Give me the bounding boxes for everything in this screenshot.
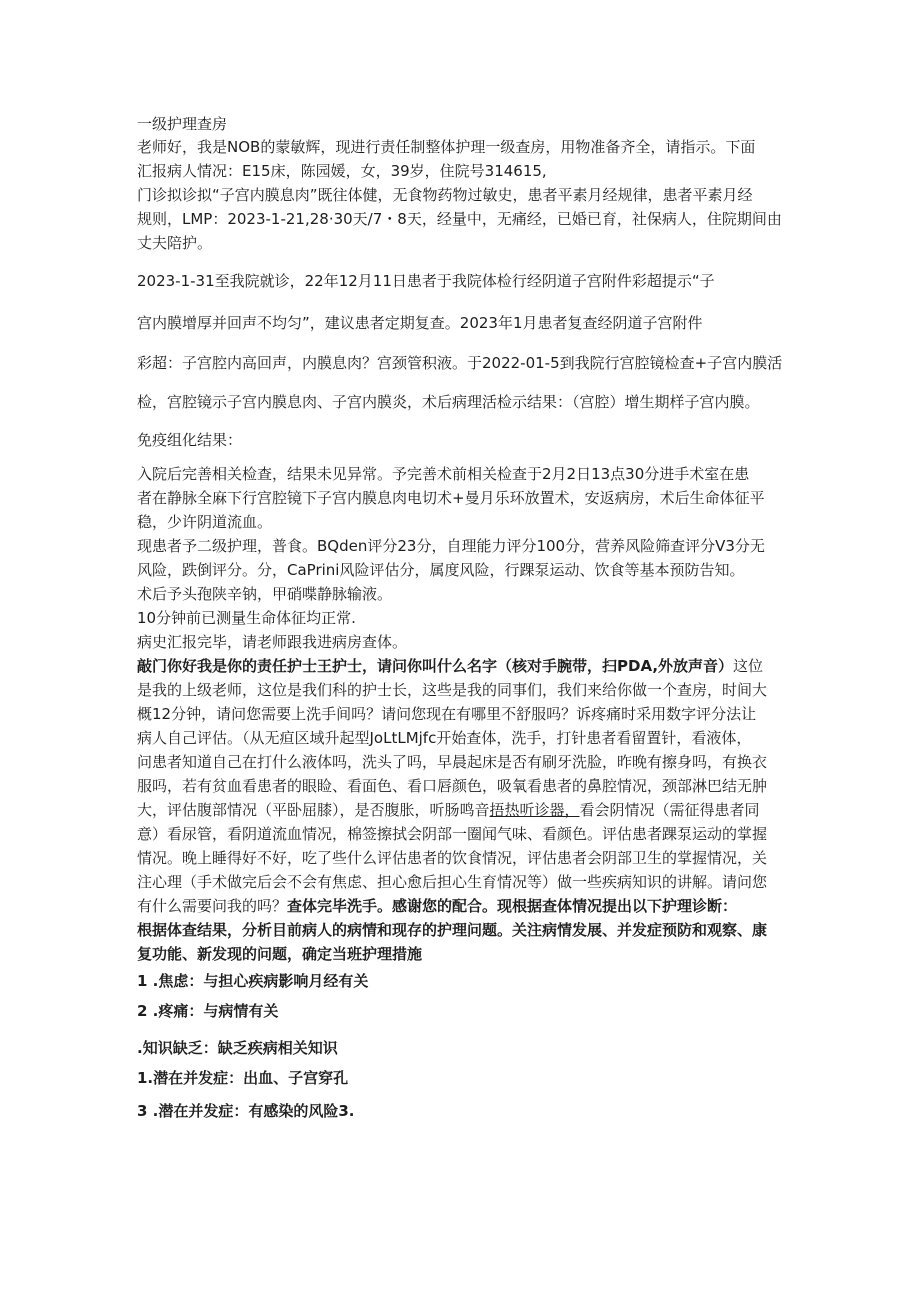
paragraph-line: 规则，LMP：2023-1-21,28·30天/7・8天，经量中，无痛经，已婚已育，社保病人，住院期间由: [137, 210, 782, 228]
paragraph-line: 门诊拟诊拟“子宫内膜息肉”既往体健，无食物药物过敏史，患者平素月经规律，患者平素月经: [137, 186, 753, 204]
diagnosis-item: 3 .潜在并发症：有感染的风险3.: [137, 1102, 355, 1120]
paragraph-line: 概12分钟，请问您需要上洗手间吗？请问您现在有哪里不舒服吗？诉疼痛时采用数字评分法让: [137, 705, 757, 723]
paragraph-line: 病人自己评估。（从无疸区域升起型JoLtLMjfc开始查体，洗手，打针患者看留置针，看液体，: [137, 729, 752, 747]
section-heading: 免疫组化结果：: [137, 431, 243, 449]
paragraph-line: 2023-1-31至我院就诊，22年12月11日患者于我院体检行经阴道子宫附件彩超提示“子: [137, 272, 715, 290]
diagnosis-item: .知识缺乏：缺乏疾病相关知识: [137, 1039, 338, 1057]
paragraph-line: 稳，少许阴道流血。: [137, 513, 273, 531]
paragraph-line: 彩超：子宫腔内高回声，内膜息肉？宫颈管积液。于2022-01-5到我院行宫腔镜检查+子宫内膜活: [137, 354, 783, 372]
paragraph-line: 复功能、新发现的问题，确定当班护理措施: [137, 945, 423, 963]
paragraph-line: 宫内膜增厚并回声不均匀”，建议患者定期复查。2023年1月患者复查经阴道子宫附件: [137, 314, 703, 332]
paragraph-line: 术后予头孢陕辛钠，甲硝喋静脉输液。: [137, 585, 393, 603]
underlined-text: 捂热听诊器，: [489, 801, 580, 819]
paragraph-line: 入院后完善相关检查，结果未见异常。予完善术前相关检查于2月2日13点30分进手术室在患: [137, 465, 750, 483]
paragraph-line: 汇报病人情况：E15床，陈园媛，女，39岁，住院号314615,: [137, 162, 547, 180]
inline-text: 大，评估腹部情况（平卧屈膝），是否腹胀，听肠鸣音: [137, 801, 490, 819]
paragraph-line: 根据体查结果，分析目前病人的病情和现存的护理问题。关注病情发展、并发症预防和观察、康: [137, 921, 768, 939]
paragraph-line: 病史汇报完毕，请老师跟我进病房查体。: [137, 633, 408, 651]
paragraph-line: 现患者予二级护理，普食。BQden评分23分，自理能力评分100分，营养风险筛查评分V3分无: [137, 537, 765, 555]
paragraph-line: 者在静脉全麻下行宫腔镜下子宫内膜息肉电切术+曼月乐环放置术，安返病房，术后生命体征平: [137, 489, 765, 507]
diagnosis-item: 1 .焦虑：与担心疾病影响月经有关: [137, 972, 369, 990]
paragraph-line: [137, 799, 797, 821]
paragraph-line: 情况。晚上睡得好不好，吃了些什么评估患者的饮食情况，评估患者会阴部卫生的掌握情况，关: [137, 849, 768, 867]
exam-done-text: 查体完毕洗手。感谢您的配合。现根据查体情况提出以下护理诊断：: [287, 897, 738, 915]
paragraph-line: 10分钟前已测量生命体征均正常.: [137, 609, 356, 627]
paragraph-line: 老师好，我是NOB的蒙敏辉，现进行责任制整体护理一级查房，用物准备齐全，请指示。下面: [137, 138, 756, 156]
paragraph-line: 意）看尿管，看阴道流血情况，棉签擦拭会阴部一圈闻气味、看颜色。评估患者踝泵运动的掌握: [137, 825, 768, 843]
paragraph-line: 风险，跌倒评分。分，CaPrini风险评估分，属度风险，行踝泵运动、饮食等基本预防告知。: [137, 561, 745, 579]
inline-text: 看会阴情况（需征得患者同: [579, 801, 760, 819]
diagnosis-item: 2 .疼痛：与病情有关: [137, 1002, 279, 1020]
inline-text: 有什么需要问我的吗？: [137, 897, 288, 915]
paragraph-line: 丈夫陪护。: [137, 234, 213, 252]
paragraph-line: 检，宫腔镜示子宫内膜息肉、子宫内膜炎，术后病理活检示结果：（宫腔）增生期样子宫内膜。: [137, 393, 760, 411]
paragraph-line: 问患者知道自己在打什么液体吗，洗头了吗，早晨起床是否有刷牙洗脸，昨晚有擦身吗，有换衣: [137, 753, 768, 771]
knock-intro: 敲门你好我是你的责任护士王护士，请问你叫什么名字（核对手腕带，扫PDA,外放声音）: [137, 657, 734, 675]
paragraph-line: 是我的上级老师，这位是我们科的护士长，这些是我的同事们，我们来给你做一个查房，时间大: [137, 681, 768, 699]
paragraph-line: [137, 895, 797, 917]
title: 一级护理查房: [137, 115, 228, 133]
inline-text: 这位: [733, 657, 764, 675]
diagnosis-item: 1.潜在并发症：出血、子宫穿孔: [137, 1069, 349, 1087]
paragraph-line: 服吗，若有贫血看患者的眼睑、看面色、看口唇颜色，吸氧看患者的鼻腔情况，颈部淋巴结无肿: [137, 777, 768, 795]
paragraph-line: [137, 655, 797, 677]
paragraph-line: 注心理（手术做完后会不会有焦虑、担心愈后担心生育情况等）做一些疾病知识的讲解。请问您: [137, 873, 768, 891]
